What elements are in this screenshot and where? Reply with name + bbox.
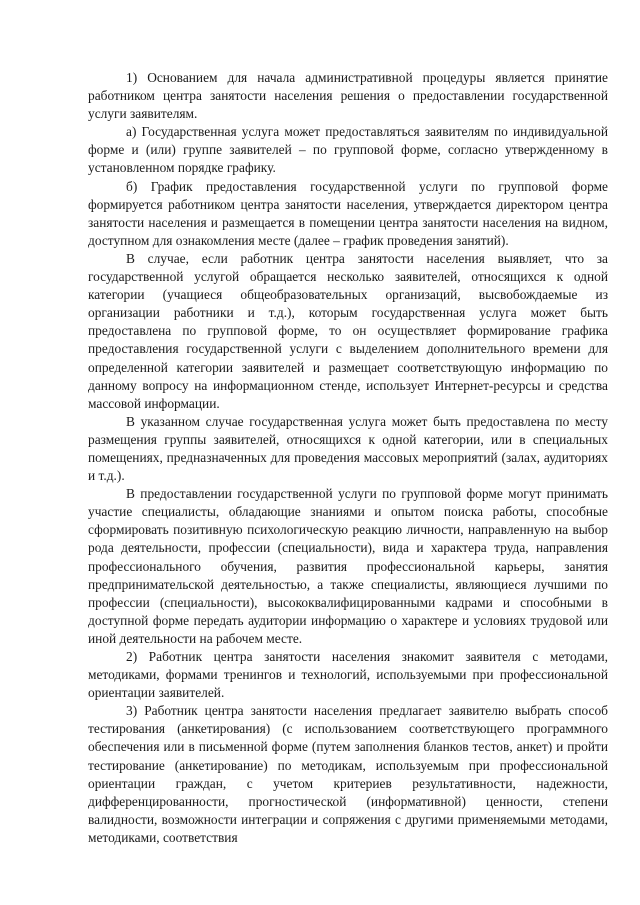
paragraph-a-individual-group-form: а) Государственная услуга может предоставляться заявителям по индивидуальной форме и (или) группе заявителей – по групповой форме, согласно утвержденному в установленном порядке графику. [88, 124, 608, 176]
paragraph-same-category-applicants: В случае, если работник центра занятости населения выявляет, что за государственной услугой обращается несколько заявителей, относящихся к одной категории (учащиеся общеобразовательных организаций, высвобождаемые из организации работники и т.д.), которым государственная услуга может быть предоставлена по групповой форме, то он осуществляет формирование графика предоставления государственной услуги с выделением дополнительного времени для определенной категории заявителей и размещает соответствующую информацию по данному вопросу на информационном стенде, использует Интернет-ресурсы и средства массовой информации. [88, 250, 608, 411]
paragraph-service-location: В указанном случае государственная услуга может быть предоставлена по месту размещения группы заявителей, относящихся к одной категории, или в специальных помещениях, предназначенных для проведения массовых мероприятий (залах, аудиториях и т.д.). [88, 413, 608, 484]
paragraph-b-schedule: б) График предоставления государственной услуги по групповой форме формируется работником центра занятости населения, утверждается директором центра занятости населения и размещается в помещении центра занятости населения на видном, доступном для ознакомления месте (далее – график проведения занятий). [88, 178, 608, 248]
paragraph-1-basis: 1) Основанием для начала административной процедуры является принятие работником центра занятости населения решения о предоставлении государственной услуги заявителям. [88, 70, 608, 122]
document-body [88, 69, 608, 847]
paragraph-specialists-participation: В предоставлении государственной услуги по групповой форме могут принимать участие специалисты, обладающие знаниями и опытом поиска работы, способные сформировать позитивную психологическую реакцию личности, направленную на выбор рода деятельности, профессии (специальности), вида и характера труда, направления профессионального обучения, развития профессиональной карьеры, занятия предпринимательской деятельностью, а также специалисты, являющиеся лучшими по профессии (специальности), высококвалифицированными кадрами и способными в доступной форме передать аудитории информацию о характере и условиях трудовой или иной деятельности на рабочем месте. [88, 486, 608, 646]
paragraph-2-methods: 2) Работник центра занятости населения знакомит заявителя с методами, методиками, формами тренингов и технологий, используемыми при профессиональной ориентации заявителей. [88, 649, 608, 701]
paragraph-3-testing: 3) Работник центра занятости населения предлагает заявителю выбрать способ тестирования (анкетирования) (с использованием соответствующего программного обеспечения или в письменной форме (путем заполнения бланков тестов, анкет) и пройти тестирование (анкетирование) по методикам, используемым при профессиональной ориентации граждан, с учетом критериев результативности, надежности, дифференцированности, прогностической (информативной) ценности, степени валидности, возможности интеграции и сопряжения с другими применяемыми методами, методиками, соответствия [88, 703, 608, 845]
